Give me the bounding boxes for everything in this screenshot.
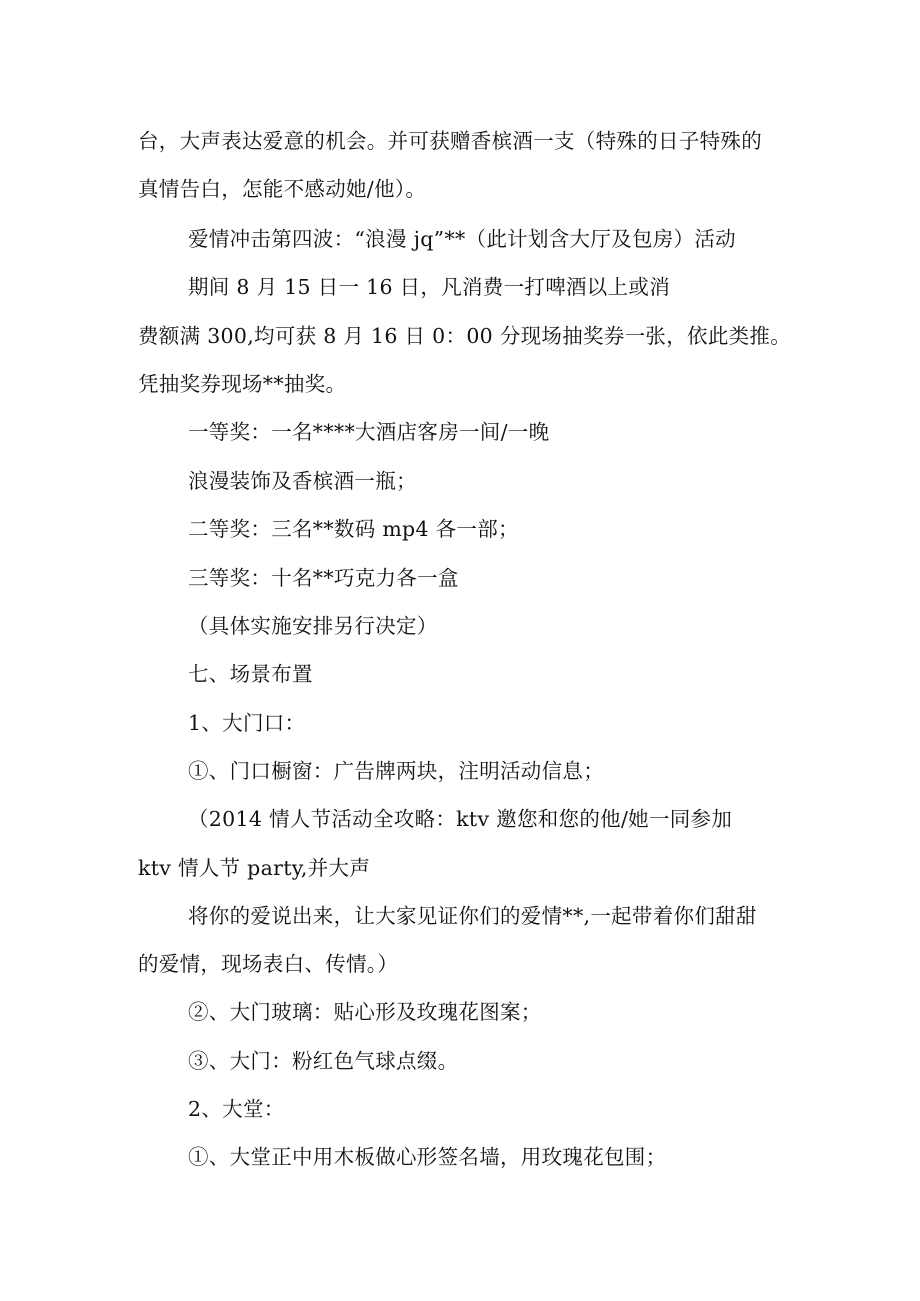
subsection-heading: 1、大门口： — [188, 711, 306, 735]
text-line: 将你的爱说出来，让大家见证你们的爱情**,一起带着你们甜甜 — [188, 904, 757, 928]
text-line: 浪漫装饰及香槟酒一瓶； — [188, 469, 417, 493]
text-line: 的爱情，现场表白、传情。） — [138, 952, 399, 976]
text-line: 凭抽奖券现场**抽奖。 — [138, 372, 347, 396]
text-line: 期间 8 月 15 日一 16 日，凡消费一打啤酒以上或消 — [188, 275, 671, 299]
section-heading: 七、场景布置 — [188, 662, 313, 686]
text-line: 真情告白，怎能不感动她/他）。 — [138, 177, 427, 201]
subsection-heading: 2、大堂： — [188, 1097, 285, 1121]
text-line: 费额满 300,均可获 8 月 16 日 0：00 分现场抽奖券一张，依此类推。 — [138, 324, 792, 348]
text-line: ②、大门玻璃：贴心形及玫瑰花图案； — [188, 1000, 542, 1024]
text-line: ①、大堂正中用木板做心形签名墙，用玫瑰花包围； — [188, 1145, 667, 1169]
text-line: 一等奖：一名****大酒店客房一间/一晚 — [188, 420, 550, 444]
text-line: ktv 情人节 party,并大声 — [138, 856, 371, 880]
text-line: 三等奖：十名**巧克力各一盒 — [188, 566, 459, 590]
text-line: ③、大门：粉红色气球点缀。 — [188, 1049, 459, 1073]
text-line: 爱情冲击第四波：“浪漫 jq”**（此计划含大厅及包房）活动 — [188, 227, 736, 251]
text-line: ①、门口橱窗：广告牌两块，注明活动信息； — [188, 759, 604, 783]
text-line: （2014 情人节活动全攻略：ktv 邀您和您的他/她一同参加 — [188, 807, 733, 831]
text-line: 台，大声表达爱意的机会。并可获赠香槟酒一支（特殊的日子特殊的 — [138, 129, 762, 153]
text-line: （具体实施安排另行决定） — [188, 614, 438, 638]
text-line: 二等奖：三名**数码 mp4 各一部； — [188, 517, 519, 541]
